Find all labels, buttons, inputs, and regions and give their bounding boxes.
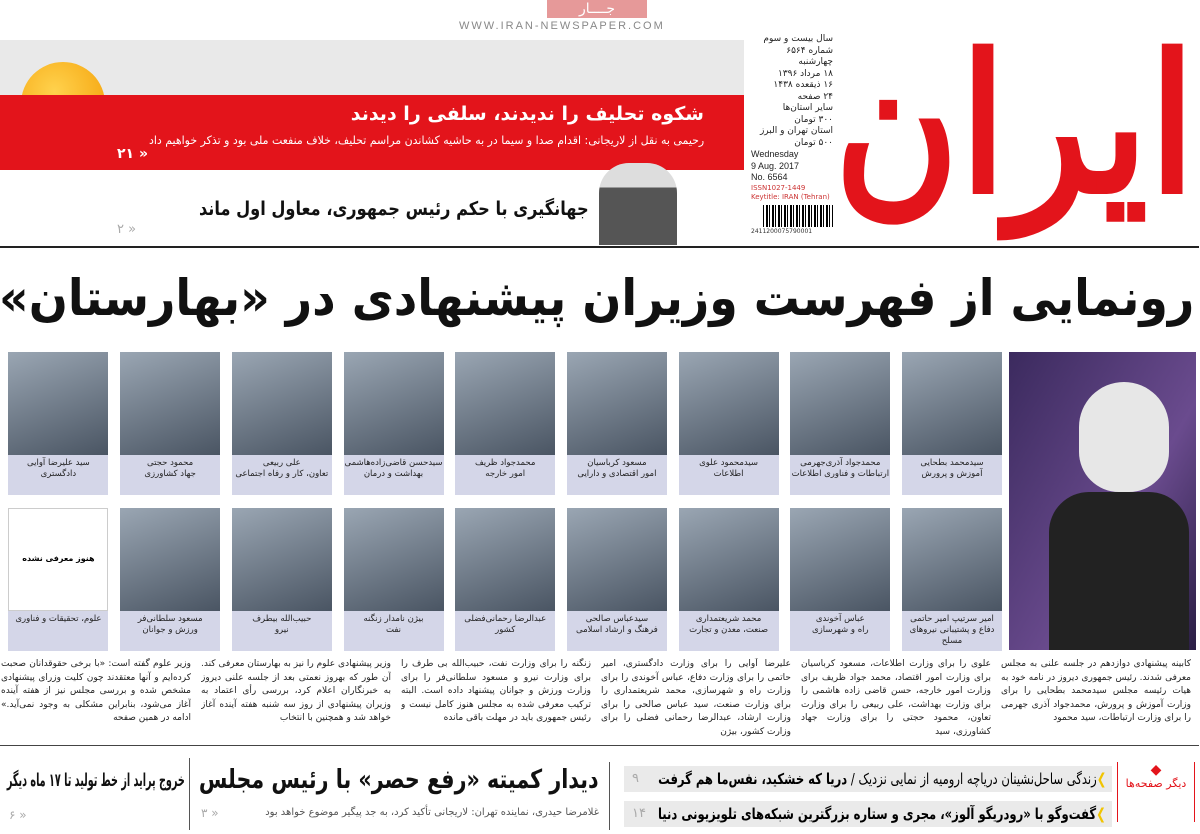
- minister-name: حبیب‌الله بیطرف: [253, 614, 313, 624]
- minister-caption: [233, 611, 333, 651]
- issn: ISSN1027-1449: [752, 183, 807, 192]
- minister-card[interactable]: [9, 508, 109, 651]
- minister-caption: [568, 611, 668, 651]
- minister-card[interactable]: [345, 352, 445, 495]
- main-headline-wrap[interactable]: [0, 262, 1195, 334]
- jahangiri-photo: [600, 163, 678, 245]
- link-lead: زندگی ساحل‌نشینان دریاچه ارومیه از نمایی نزدیک /: [847, 770, 1098, 788]
- page-number: ۹: [633, 771, 640, 786]
- minister-card[interactable]: [233, 352, 333, 495]
- top-story-page-ref: « ۲۱: [118, 146, 150, 162]
- minister-post: تعاون، کار و رفاه اجتماعی: [236, 469, 330, 479]
- minister-caption: [121, 611, 221, 651]
- minister-post: امور اقتصادی و دارایی: [578, 469, 658, 479]
- minister-post: فرهنگ و ارشاد اسلامی: [577, 625, 659, 635]
- newspaper-logo-wrap: [835, 10, 1197, 240]
- chevron-icon: ❯: [1097, 805, 1107, 823]
- divider: [0, 246, 1200, 248]
- minister-caption: [456, 455, 556, 495]
- minister-caption: [791, 611, 891, 651]
- minister-caption: [345, 611, 445, 651]
- minister-caption: [121, 455, 221, 495]
- minister-name: امیر سرتیپ امیر حاتمی: [911, 614, 995, 624]
- minister-photo: [345, 352, 445, 455]
- minister-card[interactable]: [345, 508, 445, 651]
- info-line: ۵۰۰ تومان: [795, 137, 834, 148]
- minister-name: سید علیرضا آوایی: [28, 458, 91, 468]
- minister-post: نفت: [386, 625, 402, 635]
- minister-card[interactable]: [680, 508, 780, 651]
- minister-card[interactable]: [9, 352, 109, 495]
- second-story-headline: جهانگیری با حکم رئیس جمهوری، معاول اول ماند: [200, 198, 590, 220]
- bottom-story-headline-wrap[interactable]: [200, 762, 600, 798]
- minister-name: مسعود سلطانی‌فر: [138, 614, 204, 624]
- minister-post: دادگستری: [41, 469, 78, 479]
- minister-name: بیژن نامدار زنگنه: [364, 614, 425, 624]
- minister-caption: [345, 455, 445, 495]
- top-story-band[interactable]: [0, 95, 745, 170]
- info-date: 9 Aug. 2017: [752, 160, 801, 171]
- minister-caption: [680, 455, 780, 495]
- info-line: شماره ۶۵۶۴: [787, 45, 834, 56]
- main-headline: رونمایی از فهرست وزیران پیشنهادی در «بهارستان»: [0, 269, 1195, 327]
- minister-post: علوم، تحقیقات و فناوری: [16, 614, 103, 624]
- minister-caption: [233, 455, 333, 495]
- minister-name: سیدحسن قاضی‌زاده‌هاشمی: [345, 458, 444, 468]
- minister-photo: [9, 352, 109, 455]
- info-line: ۲۴ صفحه: [798, 91, 834, 102]
- info-line: استان تهران و البرز: [760, 126, 834, 136]
- minister-name: سیدمحمد بطحایی: [921, 458, 985, 468]
- divider: [190, 758, 191, 830]
- minister-post: جهاد کشاورزی: [145, 469, 197, 479]
- text-column: وزیر علوم گفته است: «با برخی حقوقدانان صحبت کرده‌ایم و آنها معتقدند چون کلیت وزرای پیشنهادی مشخص شده و بررسی مجلس نیز از هفته آینده آغاز می‌شود، بنابراین مشکلی به وجود نمی‌آید.» ادامه در همین صفحه: [2, 659, 192, 723]
- minister-post: بهداشت و درمان: [364, 469, 425, 479]
- other-page-link[interactable]: [625, 766, 1113, 792]
- minister-photo: [680, 352, 780, 455]
- top-story-headline: شکوه تحلیف را ندیدند، سلفی را دیدند: [351, 103, 705, 125]
- minister-caption: [680, 611, 780, 651]
- watermark-tag: جــــار: [548, 0, 648, 18]
- text-column: وزیر پیشنهادی علوم را نیز به بهارستان معرفی کند. آن طور که بهروز نعمتی بعد از جلسه علنی دیروز به خبرنگاران اعلام کرد، بررسی رأی اعتماد به وزیران پیشنهادی از روز سه شنبه هفته آینده آغاز خواهد شد و همچنین با انتخاب: [202, 659, 392, 723]
- minister-name: محمد شریعتمداری: [696, 614, 763, 624]
- text-column: کابینه پیشنهادی دوازدهم در جلسه علنی به مجلس معرفی شدند. رئیس جمهوری دیروز در نامه خود به هیات رئیسه مجلس سیدمحمد بطحایی را برای وزارت آموزش و پرورش، محمدجواد آذری جهرمی را برای وزارت ارتباطات، سید محمود: [1002, 659, 1192, 723]
- minister-name: علی ربیعی: [263, 458, 302, 468]
- minister-photo: [456, 352, 556, 455]
- minister-card[interactable]: [233, 508, 333, 651]
- other-pages-text: دیگر صفحه‌ها: [1126, 777, 1188, 790]
- minister-photo: [456, 508, 556, 611]
- minister-card[interactable]: [791, 508, 891, 651]
- top-story-sub-wrap: [150, 133, 705, 147]
- info-line: سایر استان‌ها: [783, 103, 834, 113]
- bottom-story-sub-wrap: [230, 805, 600, 821]
- minister-card[interactable]: [680, 352, 780, 495]
- other-page-link[interactable]: [625, 801, 1113, 827]
- minister-post: آموزش و پرورش: [922, 469, 984, 479]
- minister-caption: [456, 611, 556, 651]
- minister-photo: [568, 352, 668, 455]
- bottom-story2-headline-wrap[interactable]: [8, 766, 186, 796]
- minister-name: عباس آخوندی: [816, 614, 866, 624]
- minister-caption: [9, 455, 109, 495]
- minister-post: ورزش و جوانان: [143, 625, 199, 635]
- minister-photo: [233, 508, 333, 611]
- minister-photo: [791, 508, 891, 611]
- bottom-story2-page-ref: « ۶: [10, 808, 28, 822]
- minister-name: محمدجواد ظریف: [475, 458, 537, 468]
- minister-post: دفاع و پشتیبانی نیروهای مسلح: [910, 625, 996, 646]
- minister-post: نیرو: [275, 625, 290, 635]
- minister-caption: [903, 455, 1003, 495]
- minister-card[interactable]: [903, 352, 1003, 495]
- link-content: [659, 766, 1107, 792]
- second-story-headline-wrap[interactable]: [200, 198, 590, 220]
- minister-photo: [345, 508, 445, 611]
- minister-name: عبدالرضا رحمانی‌فضلی: [465, 614, 548, 624]
- minister-post: امور خارجه: [486, 469, 527, 479]
- info-line: چهارشنبه: [799, 57, 834, 67]
- second-story-page-ref: « ۲: [118, 222, 138, 237]
- minister-name: محمدجواد آذری‌جهرمی: [801, 458, 882, 468]
- chevron-icon: ❯: [1097, 770, 1107, 788]
- minister-card[interactable]: [568, 508, 668, 651]
- minister-caption: [791, 455, 891, 495]
- minister-post: کشور: [496, 625, 517, 635]
- minister-card[interactable]: [903, 508, 1003, 651]
- page-number: ۱۴: [633, 806, 647, 821]
- minister-post: صنعت، معدن و تجارت: [690, 625, 770, 635]
- minister-photo: [568, 508, 668, 611]
- minister-photo: [121, 352, 221, 455]
- divider: [610, 762, 611, 830]
- minister-photo: [791, 352, 891, 455]
- link-content: [659, 801, 1107, 827]
- website-url[interactable]: WWW.IRAN-NEWSPAPER.COM: [460, 20, 666, 32]
- info-day: Wednesday: [752, 149, 800, 159]
- minister-name: سیدمحمود علوی: [700, 458, 760, 468]
- minister-photo: [903, 508, 1003, 611]
- minister-card[interactable]: [456, 352, 556, 495]
- minister-caption: [9, 611, 109, 651]
- unannounced-label: هنوز معرفی نشده: [9, 508, 109, 611]
- minister-caption: [903, 611, 1003, 651]
- text-column: زنگنه را برای وزارت نفت، حبیب‌الله بی طرف را برای وزارت نیرو و مسعود سلطانی‌فر را برای وزارت ورزش و جوانان پیشنهاد داده است. البته ترکیب معرفی شده به مجلس هنوز کامل نیست و رئیس جمهوری باید در مهلت باقی مانده: [402, 659, 592, 723]
- minister-card[interactable]: [791, 352, 891, 495]
- minister-name: مسعود کرباسیان: [588, 458, 648, 468]
- minister-card[interactable]: [568, 352, 668, 495]
- minister-card[interactable]: [456, 508, 556, 651]
- body-text: [0, 658, 1200, 742]
- minister-post: اطلاعات: [714, 469, 745, 479]
- text-column: علیرضا آوایی را برای وزارت دادگستری، امیر حاتمی را برای وزارت دفاع، عباس آخوندی را برای وزارت راه و شهرسازی، محمد شریعتمداری را برای وزارت صنعت، سید عباس صالحی را برای وزارت ارشاد، عبدالرضا رحمانی فضلی را برای وزارت کشور، بیژن: [602, 659, 792, 737]
- info-line: سال بیست و سوم: [764, 34, 834, 44]
- top-story-headline-wrap: [150, 103, 705, 125]
- minister-card[interactable]: [121, 352, 221, 495]
- newspaper-logo: ایران: [835, 13, 1197, 236]
- minister-name: سیدعباس صالحی: [586, 614, 650, 624]
- diamond-icon: ◆: [1151, 762, 1163, 778]
- info-line: ۱۶ ذیقعده ۱۴۳۸: [774, 80, 834, 90]
- info-number: No. 6564: [752, 172, 789, 182]
- bottom-story-page-ref: « ۳: [202, 806, 220, 820]
- rouhani-body: [1050, 492, 1190, 650]
- info-line: ۳۰۰ تومان: [795, 114, 834, 125]
- bottom-story-headline: دیدار کمیته «رفع حصر» با رئیس مجلس: [200, 765, 600, 795]
- barcode-number: 2411200075790001: [752, 227, 814, 235]
- minister-name: محمود حجتی: [147, 458, 195, 468]
- minister-post: ارتباطات و فناوری اطلاعات: [792, 469, 891, 479]
- link-title: دریا که خشکید، نفس‌ما هم گرفت: [658, 770, 848, 788]
- minister-photo: [233, 352, 333, 455]
- keytitle: Keytitle: IRAN (Tehran): [752, 192, 831, 201]
- minister-card[interactable]: [121, 508, 221, 651]
- minister-caption: [568, 455, 668, 495]
- divider: [0, 745, 1200, 746]
- rouhani-photo: [1010, 352, 1197, 650]
- minister-post: راه و شهرسازی: [812, 625, 870, 635]
- minister-photo: [121, 508, 221, 611]
- rouhani-face: [1080, 382, 1170, 492]
- other-pages-label: [1118, 762, 1196, 822]
- text-column: علوی را برای وزارت اطلاعات، مسعود کرباسیان برای وزارت امور اقتصاد، محمد جواد ظریف برای وزارت امور خارجه، حسن قاضی زاده هاشمی را برای وزارت بهداشت، علی ربیعی را برای وزارت تعاون، محمود حجتی را برای وزارت جهاد کشاورزی، سید: [802, 659, 992, 737]
- top-story-sub: رحیمی به نقل از لاریجانی: اقدام صدا و سیما در به حاشیه کشاندن مراسم تحلیف، خلاف منفعت ملی بود و تذکر خواهیم داد: [149, 133, 705, 147]
- info-line: ۱۸ مرداد ۱۳۹۶: [778, 68, 834, 79]
- bottom-story2-headline: خروج پراید از خط تولید تا ۱۷ ماه دیگر: [8, 770, 187, 791]
- minister-photo: [903, 352, 1003, 455]
- link-title: گفت‌وگو با «رودریگو آلوز»، مجری و ستاره بزرگترین شبکه‌های تلویزیونی دنیا: [659, 805, 1098, 823]
- minister-photo: [680, 508, 780, 611]
- bottom-story-sub: غلامرضا حیدری، نماینده تهران: لاریجانی تأکید کرد، به جد پیگیر موضوع خواهد بود: [266, 807, 600, 818]
